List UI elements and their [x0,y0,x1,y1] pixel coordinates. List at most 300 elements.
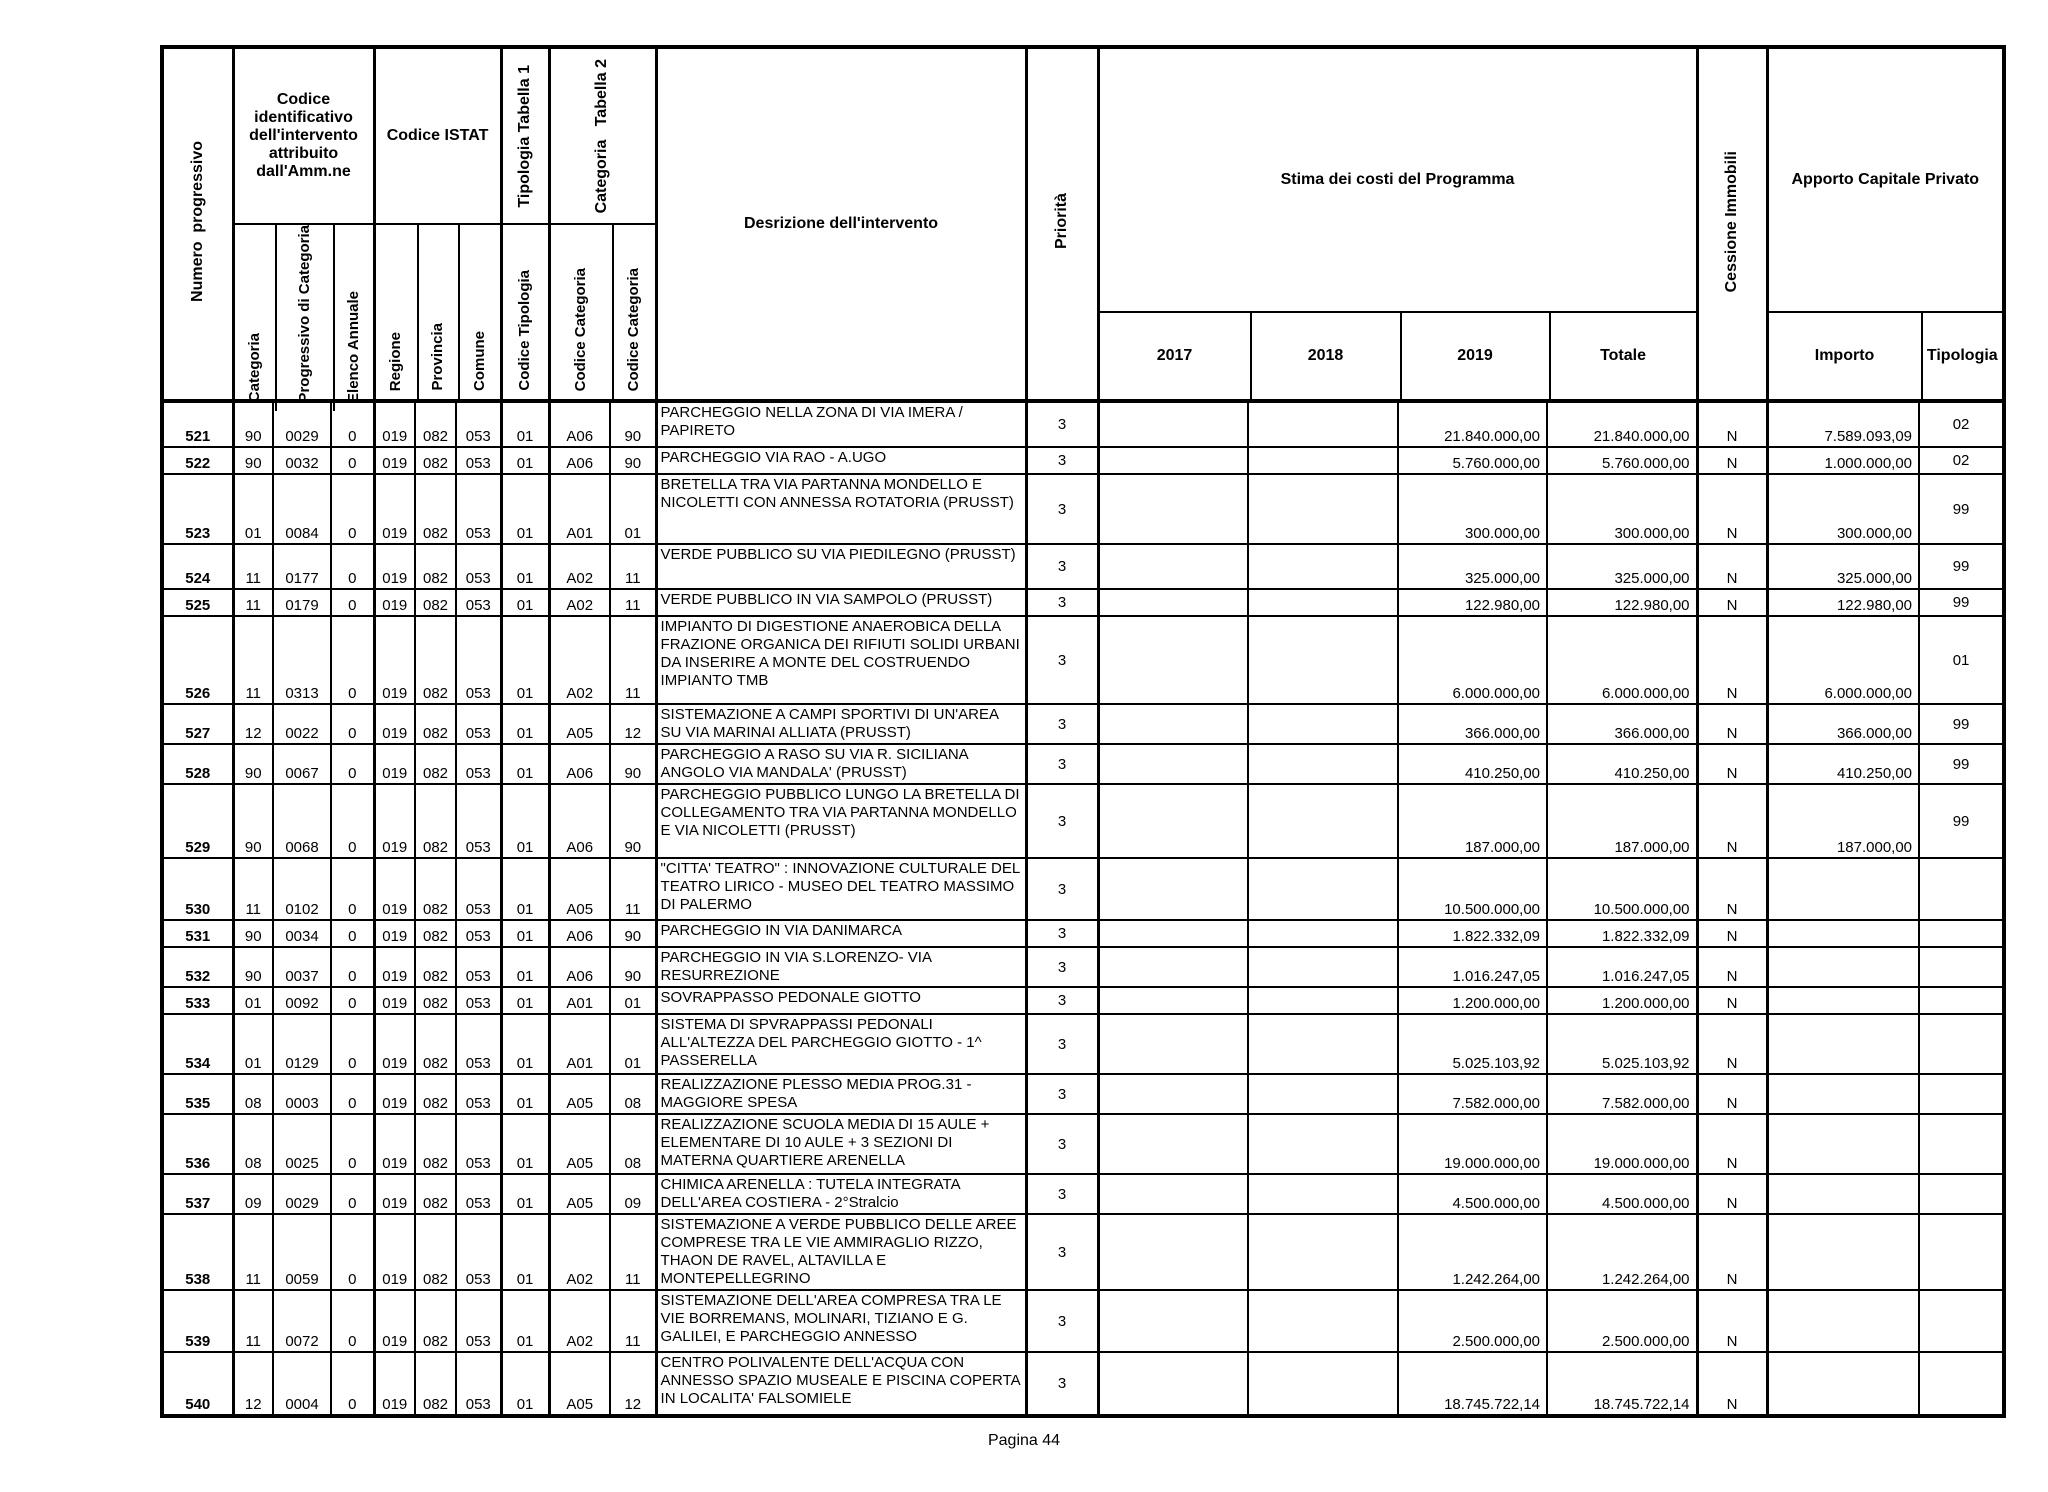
table-row [162,784,2004,858]
cell-imp [1767,1214,1919,1290]
cell-ccat1: A06 [549,401,610,447]
cell-imp: 300.000,00 [1767,474,1919,544]
cell-tot: 187.000,00 [1547,784,1697,858]
subcol-categoria: Categoria [245,333,263,403]
cell-tot: 1.242.264,00 [1547,1214,1697,1290]
cell-y2018 [1248,1290,1398,1352]
cell-desc: VERDE PUBBLICO SU VIA PIEDILEGNO (PRUSST) [656,544,1026,589]
cell-ctip: 01 [501,1074,549,1114]
table-row [162,704,2004,744]
colgroup-categoria-tabella2 [549,47,656,401]
cell-prov: 082 [415,947,456,987]
cell-tip [1919,1290,2004,1352]
cell-y2019: 410.250,00 [1398,744,1547,784]
cell-prog: 0003 [273,1074,331,1114]
stima-costi-label: Stima dei costi del Programma [1100,49,1696,313]
cell-y2018 [1248,744,1398,784]
cell-cess: N [1697,947,1767,987]
cell-cat: 90 [233,947,273,987]
cell-pri: 3 [1026,947,1098,987]
cell-desc: PARCHEGGIO PUBBLICO LUNGO LA BRETELLA DI COLLEGAMENTO TRA VIA PARTANNA MONDELLO E VIA NICOLETTI (PRUSST) [656,784,1026,858]
cell-pri: 3 [1026,704,1098,744]
cell-y2019: 1.822.332,09 [1398,920,1547,947]
cell-y2018 [1248,858,1398,920]
cell-pri: 3 [1026,447,1098,474]
cell-y2018 [1248,1014,1398,1074]
cell-ccat2: 90 [610,447,656,474]
cell-tip: 99 [1919,704,2004,744]
cell-y2018 [1248,784,1398,858]
cell-ccat1: A05 [549,1074,610,1114]
cell-com: 053 [456,987,501,1014]
cell-ccat2: 01 [610,474,656,544]
cell-imp [1767,858,1919,920]
table-body [162,401,2004,1416]
cell-ctip: 01 [501,744,549,784]
cell-cess: N [1697,784,1767,858]
cell-ctip: 01 [501,920,549,947]
cell-cess: N [1697,474,1767,544]
cell-tip [1919,1214,2004,1290]
categoria-tabella2-label: Categoria Tabella 2 [551,49,655,225]
cell-y2017 [1098,1114,1248,1174]
codice-identificativo-label: Codice identificativo dell'intervento attribuito dall'Amm.ne [235,49,373,225]
cell-tot: 5.025.103,92 [1547,1014,1697,1074]
cell-prog: 0084 [273,474,331,544]
subcol-importo: Importo [1814,347,1875,364]
table-row [162,447,2004,474]
cell-desc: PARCHEGGIO IN VIA S.LORENZO- VIA RESURREZIONE [656,947,1026,987]
cell-pri: 3 [1026,544,1098,589]
cell-reg: 019 [374,858,415,920]
cell-ccat1: A02 [549,544,610,589]
cell-elenco: 0 [331,987,374,1014]
cell-tot: 19.000.000,00 [1547,1114,1697,1174]
cell-ctip: 01 [501,1214,549,1290]
cell-num: 522 [162,447,233,474]
cell-num: 538 [162,1214,233,1290]
cell-ccat1: A02 [549,1214,610,1290]
cell-y2019: 366.000,00 [1398,704,1547,744]
cell-ctip: 01 [501,616,549,704]
cell-imp: 325.000,00 [1767,544,1919,589]
cell-desc: SOVRAPPASSO PEDONALE GIOTTO [656,987,1026,1014]
cell-tip [1919,1074,2004,1114]
cell-reg: 019 [374,987,415,1014]
cell-elenco: 0 [331,744,374,784]
cell-pri: 3 [1026,1074,1098,1114]
cell-ccat1: A05 [549,1174,610,1214]
cell-ccat2: 01 [610,987,656,1014]
cell-com: 053 [456,744,501,784]
cell-prog: 0179 [273,589,331,616]
cell-imp: 410.250,00 [1767,744,1919,784]
cell-ctip: 01 [501,1014,549,1074]
table-row [162,401,2004,447]
cell-reg: 019 [374,744,415,784]
cell-ccat2: 11 [610,589,656,616]
cell-prog: 0092 [273,987,331,1014]
cell-y2019: 187.000,00 [1398,784,1547,858]
cell-y2018 [1248,447,1398,474]
cell-com: 053 [456,704,501,744]
colgroup-tipologia-tabella1 [501,47,549,401]
cell-imp: 122.980,00 [1767,589,1919,616]
cell-y2019: 300.000,00 [1398,474,1547,544]
cell-ccat2: 11 [610,616,656,704]
cell-y2019: 1.016.247,05 [1398,947,1547,987]
cell-ccat2: 11 [610,858,656,920]
cell-imp: 6.000.000,00 [1767,616,1919,704]
cell-y2017 [1098,401,1248,447]
cell-elenco: 0 [331,447,374,474]
cell-y2017 [1098,1352,1248,1416]
cell-prov: 082 [415,1352,456,1416]
cell-tot: 2.500.000,00 [1547,1290,1697,1352]
cell-cat: 01 [233,474,273,544]
cell-num: 540 [162,1352,233,1416]
cell-y2017 [1098,1074,1248,1114]
cell-reg: 019 [374,784,415,858]
cell-tip: 99 [1919,474,2004,544]
table-row [162,589,2004,616]
cell-cat: 11 [233,858,273,920]
cell-tip: 99 [1919,589,2004,616]
cell-com: 053 [456,1352,501,1416]
cell-tot: 1.200.000,00 [1547,987,1697,1014]
cell-y2019: 7.582.000,00 [1398,1074,1547,1114]
cell-num: 530 [162,858,233,920]
subcol-comune: Comune [458,225,500,399]
cell-num: 524 [162,544,233,589]
cell-desc: SISTEMA DI SPVRAPPASSI PEDONALI ALL'ALTEZZA DEL PARCHEGGIO GIOTTO - 1^ PASSERELLA [656,1014,1026,1074]
cell-prog: 0067 [273,744,331,784]
cell-tip: 02 [1919,447,2004,474]
subcol-provincia: Provincia [417,225,458,399]
cell-prog: 0037 [273,947,331,987]
cell-num: 536 [162,1114,233,1174]
document-page [0,45,2048,1492]
cell-tot: 1.016.247,05 [1547,947,1697,987]
cell-com: 053 [456,1014,501,1074]
cell-pri: 3 [1026,920,1098,947]
cell-imp: 366.000,00 [1767,704,1919,744]
cell-y2017 [1098,987,1248,1014]
table-row [162,616,2004,704]
cell-num: 523 [162,474,233,544]
cell-ctip: 01 [501,704,549,744]
cell-cess: N [1697,858,1767,920]
cell-imp [1767,1174,1919,1214]
table-row [162,920,2004,947]
cell-prov: 082 [415,474,456,544]
table-row [162,987,2004,1014]
cell-cat: 01 [233,1014,273,1074]
cell-num: 527 [162,704,233,744]
cell-pri: 3 [1026,1352,1098,1416]
cell-desc: IMPIANTO DI DIGESTIONE ANAEROBICA DELLA FRAZIONE ORGANICA DEI RIFIUTI SOLIDI URBANI DA INSERIRE A MONTE DEL COSTRUENDO IMPIANTO TMB [656,616,1026,704]
cell-tot: 21.840.000,00 [1547,401,1697,447]
cell-tot: 6.000.000,00 [1547,616,1697,704]
codice-istat-label: Codice ISTAT [376,49,500,225]
cell-com: 053 [456,544,501,589]
cell-prov: 082 [415,544,456,589]
cell-y2019: 122.980,00 [1398,589,1547,616]
cell-prov: 082 [415,1014,456,1074]
cell-pri: 3 [1026,1290,1098,1352]
cell-tot: 1.822.332,09 [1547,920,1697,947]
cell-cat: 11 [233,544,273,589]
cell-elenco: 0 [331,784,374,858]
cell-prov: 082 [415,589,456,616]
cell-elenco: 0 [331,1174,374,1214]
cell-ccat1: A05 [549,704,610,744]
cell-desc: PARCHEGGIO A RASO SU VIA R. SICILIANA ANGOLO VIA MANDALA' (PRUSST) [656,744,1026,784]
cell-ccat1: A06 [549,447,610,474]
cell-desc: CHIMICA ARENELLA : TUTELA INTEGRATA DELL'AREA COSTIERA - 2°Stralcio [656,1174,1026,1214]
cell-prov: 082 [415,858,456,920]
cell-cess: N [1697,589,1767,616]
cell-num: 521 [162,401,233,447]
cell-pri: 3 [1026,474,1098,544]
cell-y2017 [1098,744,1248,784]
cell-y2019: 1.200.000,00 [1398,987,1547,1014]
cell-num: 528 [162,744,233,784]
cell-ccat2: 11 [610,1290,656,1352]
cell-pri: 3 [1026,784,1098,858]
cell-tip [1919,987,2004,1014]
cell-y2017 [1098,616,1248,704]
cell-prog: 0022 [273,704,331,744]
cell-y2018 [1248,474,1398,544]
subcol-codice-tipologia: Codice Tipologia [516,270,534,391]
cell-desc: BRETELLA TRA VIA PARTANNA MONDELLO E NICOLETTI CON ANNESSA ROTATORIA (PRUSST) [656,474,1026,544]
table-row [162,858,2004,920]
cell-desc: "CITTA' TEATRO" : INNOVAZIONE CULTURALE DEL TEATRO LIRICO - MUSEO DEL TEATRO MASSIMO DI PALERMO [656,858,1026,920]
cell-y2017 [1098,1290,1248,1352]
cell-ccat2: 12 [610,704,656,744]
cell-num: 533 [162,987,233,1014]
cell-pri: 3 [1026,858,1098,920]
cell-desc: SISTEMAZIONE A CAMPI SPORTIVI DI UN'AREA SU VIA MARINAI ALLIATA (PRUSST) [656,704,1026,744]
cell-y2017 [1098,947,1248,987]
cell-prog: 0313 [273,616,331,704]
cell-ccat2: 11 [610,544,656,589]
cell-ccat2: 12 [610,1352,656,1416]
cell-prov: 082 [415,1290,456,1352]
cell-com: 053 [456,616,501,704]
cell-cat: 12 [233,704,273,744]
cell-tip [1919,947,2004,987]
cell-cat: 90 [233,784,273,858]
cell-ccat2: 09 [610,1174,656,1214]
cell-y2018 [1248,1114,1398,1174]
cell-ccat1: A05 [549,1114,610,1174]
table-row [162,1014,2004,1074]
cell-y2017 [1098,858,1248,920]
cell-desc: SISTEMAZIONE A VERDE PUBBLICO DELLE AREE COMPRESE TRA LE VIE AMMIRAGLIO RIZZO, THAON DE RAVEL, ALTAVILLA E MONTEPELLEGRINO [656,1214,1026,1290]
cell-elenco: 0 [331,1014,374,1074]
cell-y2018 [1248,1214,1398,1290]
cell-ctip: 01 [501,1352,549,1416]
cell-ctip: 01 [501,858,549,920]
cell-imp: 187.000,00 [1767,784,1919,858]
subcol-2017: 2017 [1156,347,1193,364]
cell-reg: 019 [374,589,415,616]
cell-y2019: 19.000.000,00 [1398,1114,1547,1174]
cell-cat: 11 [233,1214,273,1290]
cell-prog: 0032 [273,447,331,474]
cell-com: 053 [456,1114,501,1174]
cell-prog: 0177 [273,544,331,589]
table-row [162,474,2004,544]
cell-pri: 3 [1026,744,1098,784]
cell-cat: 12 [233,1352,273,1416]
cell-y2017 [1098,1174,1248,1214]
apporto-capitale-label: Apporto Capitale Privato [1769,49,2003,313]
cell-cat: 90 [233,447,273,474]
cell-y2018 [1248,589,1398,616]
cell-y2017 [1098,784,1248,858]
cell-ccat2: 90 [610,744,656,784]
cell-reg: 019 [374,1214,415,1290]
cell-desc: VERDE PUBBLICO IN VIA SAMPOLO (PRUSST) [656,589,1026,616]
cell-ccat1: A05 [549,1352,610,1416]
cell-tot: 18.745.722,14 [1547,1352,1697,1416]
subcol-codice-categoria-2: Codice Categoria [612,225,655,399]
cell-ctip: 01 [501,1114,549,1174]
cell-y2018 [1248,1352,1398,1416]
cell-tip [1919,920,2004,947]
cell-ctip: 01 [501,1290,549,1352]
cell-elenco: 0 [331,589,374,616]
table-row [162,1114,2004,1174]
cell-num: 539 [162,1290,233,1352]
cell-y2017 [1098,1214,1248,1290]
cell-reg: 019 [374,947,415,987]
cell-imp [1767,1014,1919,1074]
cell-reg: 019 [374,544,415,589]
colgroup-codice-identificativo [233,47,374,401]
cell-tip: 01 [1919,616,2004,704]
cell-num: 529 [162,784,233,858]
cell-cess: N [1697,1214,1767,1290]
cell-prog: 0004 [273,1352,331,1416]
cell-tot: 10.500.000,00 [1547,858,1697,920]
cell-imp [1767,947,1919,987]
cell-prog: 0129 [273,1014,331,1074]
cell-pri: 3 [1026,616,1098,704]
cell-pri: 3 [1026,1014,1098,1074]
cell-y2019: 5.760.000,00 [1398,447,1547,474]
cell-ccat1: A05 [549,858,610,920]
programma-interventi-table [160,45,2006,1418]
cell-cat: 11 [233,589,273,616]
cell-prov: 082 [415,920,456,947]
cell-prov: 082 [415,1114,456,1174]
cell-elenco: 0 [331,920,374,947]
col-header-descrizione [656,47,1026,401]
cell-num: 531 [162,920,233,947]
cell-y2017 [1098,447,1248,474]
table-header [162,47,2004,401]
cell-pri: 3 [1026,1214,1098,1290]
cell-y2019: 18.745.722,14 [1398,1352,1547,1416]
cell-prov: 082 [415,447,456,474]
cell-elenco: 0 [331,616,374,704]
cell-prov: 082 [415,744,456,784]
cell-ccat2: 08 [610,1114,656,1174]
cell-y2019: 21.840.000,00 [1398,401,1547,447]
cell-y2019: 4.500.000,00 [1398,1174,1547,1214]
cell-cat: 90 [233,744,273,784]
cell-reg: 019 [374,401,415,447]
cell-elenco: 0 [331,1074,374,1114]
cell-tip [1919,1114,2004,1174]
cell-imp [1767,1074,1919,1114]
cell-num: 525 [162,589,233,616]
cell-y2019: 325.000,00 [1398,544,1547,589]
cell-reg: 019 [374,704,415,744]
cell-ccat1: A01 [549,987,610,1014]
cell-elenco: 0 [331,1352,374,1416]
cell-cat: 08 [233,1074,273,1114]
cell-ccat2: 90 [610,947,656,987]
table-row [162,544,2004,589]
cell-pri: 3 [1026,589,1098,616]
cell-y2017 [1098,704,1248,744]
cell-prog: 0059 [273,1214,331,1290]
cessione-immobili-label: Cessione Immobili [1722,150,1740,293]
cell-num: 535 [162,1074,233,1114]
cell-desc: PARCHEGGIO VIA RAO - A.UGO [656,447,1026,474]
priorita-label: Priorità [1052,193,1070,250]
numero-progressivo-label: Numero progressivo [188,141,206,302]
cell-cess: N [1697,401,1767,447]
cell-elenco: 0 [331,858,374,920]
cell-num: 534 [162,1014,233,1074]
cell-elenco: 0 [331,1114,374,1174]
cell-y2019: 6.000.000,00 [1398,616,1547,704]
cell-y2019: 5.025.103,92 [1398,1014,1547,1074]
colgroup-stima-costi [1098,47,1697,401]
cell-com: 053 [456,589,501,616]
cell-imp [1767,1290,1919,1352]
cell-ccat2: 11 [610,1214,656,1290]
cell-num: 526 [162,616,233,704]
cell-y2017 [1098,920,1248,947]
cell-cess: N [1697,616,1767,704]
cell-elenco: 0 [331,1214,374,1290]
cell-tot: 410.250,00 [1547,744,1697,784]
table-row [162,947,2004,987]
cell-imp [1767,1114,1919,1174]
cell-tip [1919,1174,2004,1214]
cell-reg: 019 [374,920,415,947]
cell-y2018 [1248,1074,1398,1114]
cell-pri: 3 [1026,987,1098,1014]
cell-ccat2: 90 [610,784,656,858]
cell-desc: CENTRO POLIVALENTE DELL'ACQUA CON ANNESSO SPAZIO MUSEALE E PISCINA COPERTA IN LOCALITA' FALSOMIELE [656,1352,1026,1416]
cell-tip [1919,1014,2004,1074]
cell-com: 053 [456,474,501,544]
cell-ccat1: A06 [549,920,610,947]
cell-reg: 019 [374,1114,415,1174]
cell-ccat1: A02 [549,616,610,704]
cell-elenco: 0 [331,401,374,447]
cell-ctip: 01 [501,987,549,1014]
cell-reg: 019 [374,1290,415,1352]
